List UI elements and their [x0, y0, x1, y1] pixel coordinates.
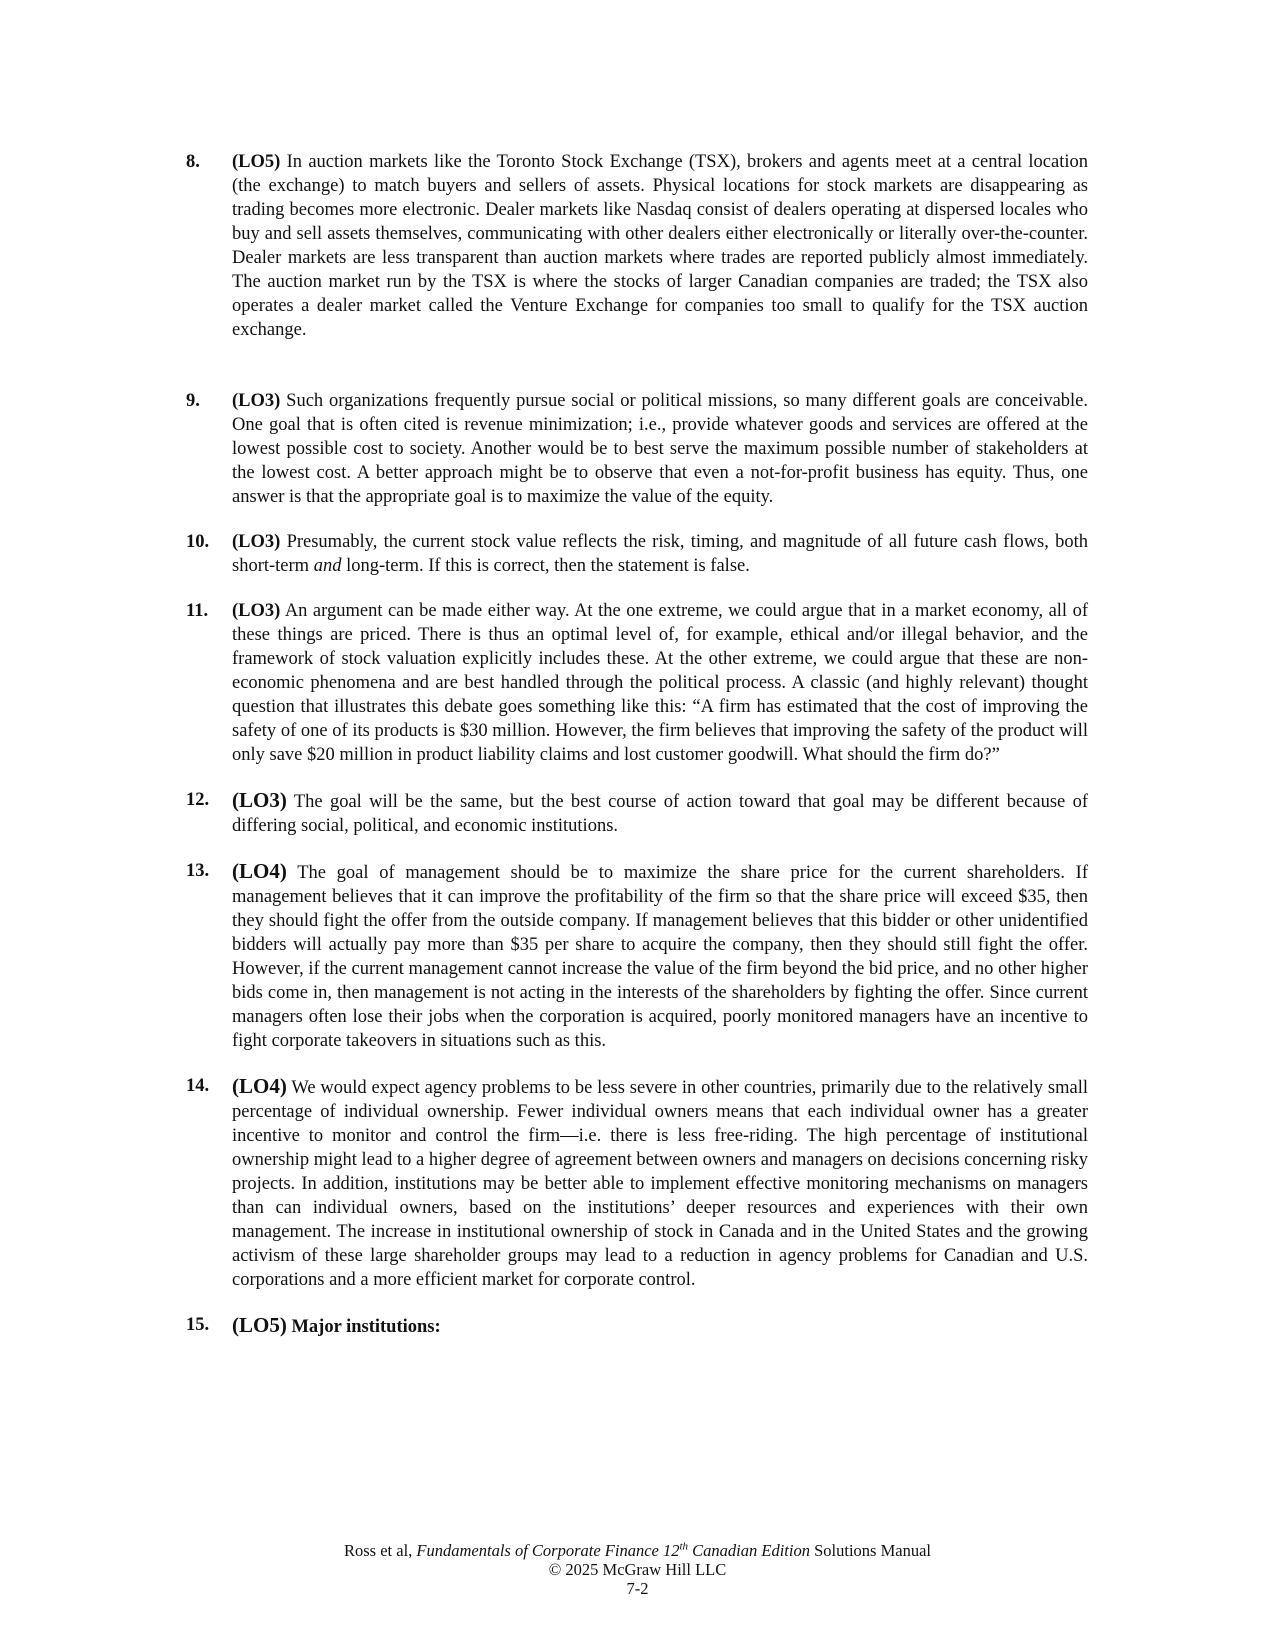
question-number: 15.: [186, 1315, 210, 1335]
question-14: [186, 1074, 1088, 1292]
learning-objective-tag: (LO3): [232, 532, 281, 552]
question-number: 10.: [186, 532, 210, 552]
answer-text: Presumably, the current stock value reflects the risk, timing, and magnitude of all future cash flows, both short-term: [232, 532, 1089, 576]
answer-emphasis: and: [313, 556, 342, 576]
page-content: [186, 150, 1088, 1339]
question-answer: [232, 530, 1088, 578]
learning-objective-tag: (LO4): [232, 1074, 287, 1098]
page-footer: [0, 1541, 1275, 1598]
footer-book-title: [416, 1541, 810, 1560]
footer-prefix: Ross et al,: [344, 1541, 417, 1560]
question-8: [186, 150, 1088, 342]
learning-objective-tag: (LO3): [232, 788, 287, 812]
learning-objective-tag: (LO5): [232, 1313, 287, 1337]
question-answer: [232, 859, 1088, 1053]
question-number: 13.: [186, 861, 210, 881]
question-13: [186, 859, 1088, 1053]
question-9: [186, 389, 1088, 509]
learning-objective-tag: (LO5): [232, 152, 281, 172]
answer-text: We would expect agency problems to be less severe in other countries, primarily due to the relatively small percentage of individual ownership. Fewer individual owners means that each individual owner has a greater incentive to monitor and control the firm—i.e. there is less free-riding. The high percentage of institutional ownership might lead to a higher degree of agreement between owners and managers on decisions concerning risky projects. In addition, institutions may be better able to implement effective monitoring mechanisms on managers than can individual owners, based on the institutions’ deeper resources and experiences with their own management. The increase in institutional ownership of stock in Canada and in the United States and the growing activism of these large shareholder groups may lead to a reduction in agency problems for Canadian and U.S. corporations and a more efficient market for corporate control.: [232, 1078, 1088, 1290]
learning-objective-tag: (LO4): [232, 859, 287, 883]
answer-text: An argument can be made either way. At the one extreme, we could argue that in a market economy, all of these things are priced. There is thus an optimal level of, for example, ethical and/or illegal behavior, and the framework of stock valuation explicitly includes these. At the other extreme, we could argue that these are non-economic phenomena and are best handled through the political process. A classic (and highly relevant) thought question that illustrates this debate goes something like this: “A firm has estimated that the cost of improving the safety of one of its products is $30 million. However, the firm believes that improving the safety of the product will only save $20 million in product liability claims and lost customer goodwill. What should the firm do?”: [232, 601, 1088, 765]
question-10: [186, 530, 1088, 578]
question-answer: [232, 599, 1088, 767]
learning-objective-tag: (LO3): [232, 601, 281, 621]
footer-suffix: Solutions Manual: [809, 1541, 931, 1560]
answer-text: Major institutions:: [291, 1317, 441, 1337]
question-11: [186, 599, 1088, 767]
answer-text-continued: long-term. If this is correct, then the statement is false.: [341, 556, 750, 576]
answer-text: In auction markets like the Toronto Stock Exchange (TSX), brokers and agents meet at a central location (the exchange) to match buyers and sellers of assets. Physical locations for stock markets are disappearing as trading becomes more electronic. Dealer markets like Nasdaq consist of dealers operating at dispersed locales who buy and sell assets themselves, communicating with other dealers either electronically or literally over-the-counter. Dealer markets are less transparent than auction markets where trades are reported publicly almost immediately. The auction market run by the TSX is where the stocks of larger Canadian companies are traded; the TSX also operates a dealer market called the Venture Exchange for companies too small to qualify for the TSX auction exchange.: [232, 152, 1089, 340]
question-answer: [232, 150, 1088, 342]
answer-text: The goal will be the same, but the best course of action toward that goal may be different because of differing social, political, and economic institutions.: [232, 792, 1088, 836]
answer-text: The goal of management should be to maximize the share price for the current shareholders. If management believes that it can improve the profitability of the firm so that the share price will exceed $35, then they should fight the offer from the outside company. If management believes that this bidder or other unidentified bidders will actually pay more than $35 per share to acquire the company, then they should still fight the offer. However, if the current management cannot increase the value of the firm beyond the bid price, and no other higher bids come in, then management is not acting in the interests of the shareholders by fighting the offer. Since current managers often lose their jobs when the corporation is acquired, poorly monitored managers have an incentive to fight corporate takeovers in situations such as this.: [232, 863, 1088, 1051]
answer-text: Such organizations frequently pursue social or political missions, so many different goals are conceivable. One goal that is often cited is revenue minimization; i.e., provide whatever goods and services are offered at the lowest possible cost to society. Another would be to best serve the maximum possible number of stakeholders at the lowest cost. A better approach might be to observe that even a not-for-profit business has equity. Thus, one answer is that the appropriate goal is to maximize the value of the equity.: [232, 391, 1089, 507]
footer-book-title-edition: Canadian Edition: [688, 1541, 810, 1560]
learning-objective-tag: (LO3): [232, 391, 281, 411]
question-answer: [232, 1074, 1088, 1292]
footer-book-title-main: Fundamentals of Corporate Finance 12: [416, 1541, 680, 1560]
question-12: [186, 788, 1088, 838]
question-15: [186, 1313, 1088, 1339]
footer-book-title-sup: th: [679, 1540, 689, 1553]
footer-citation: [0, 1541, 1275, 1560]
question-number: 11.: [186, 601, 209, 621]
question-answer: [232, 1313, 1088, 1339]
question-number: 9.: [186, 391, 200, 411]
page-number: 7-2: [626, 1579, 649, 1598]
question-number: 14.: [186, 1076, 210, 1096]
footer-copyright: © 2025 McGraw Hill LLC: [548, 1560, 727, 1579]
question-number: 12.: [186, 790, 210, 810]
question-answer: [232, 788, 1088, 838]
question-answer: [232, 389, 1088, 509]
question-number: 8.: [186, 152, 200, 172]
